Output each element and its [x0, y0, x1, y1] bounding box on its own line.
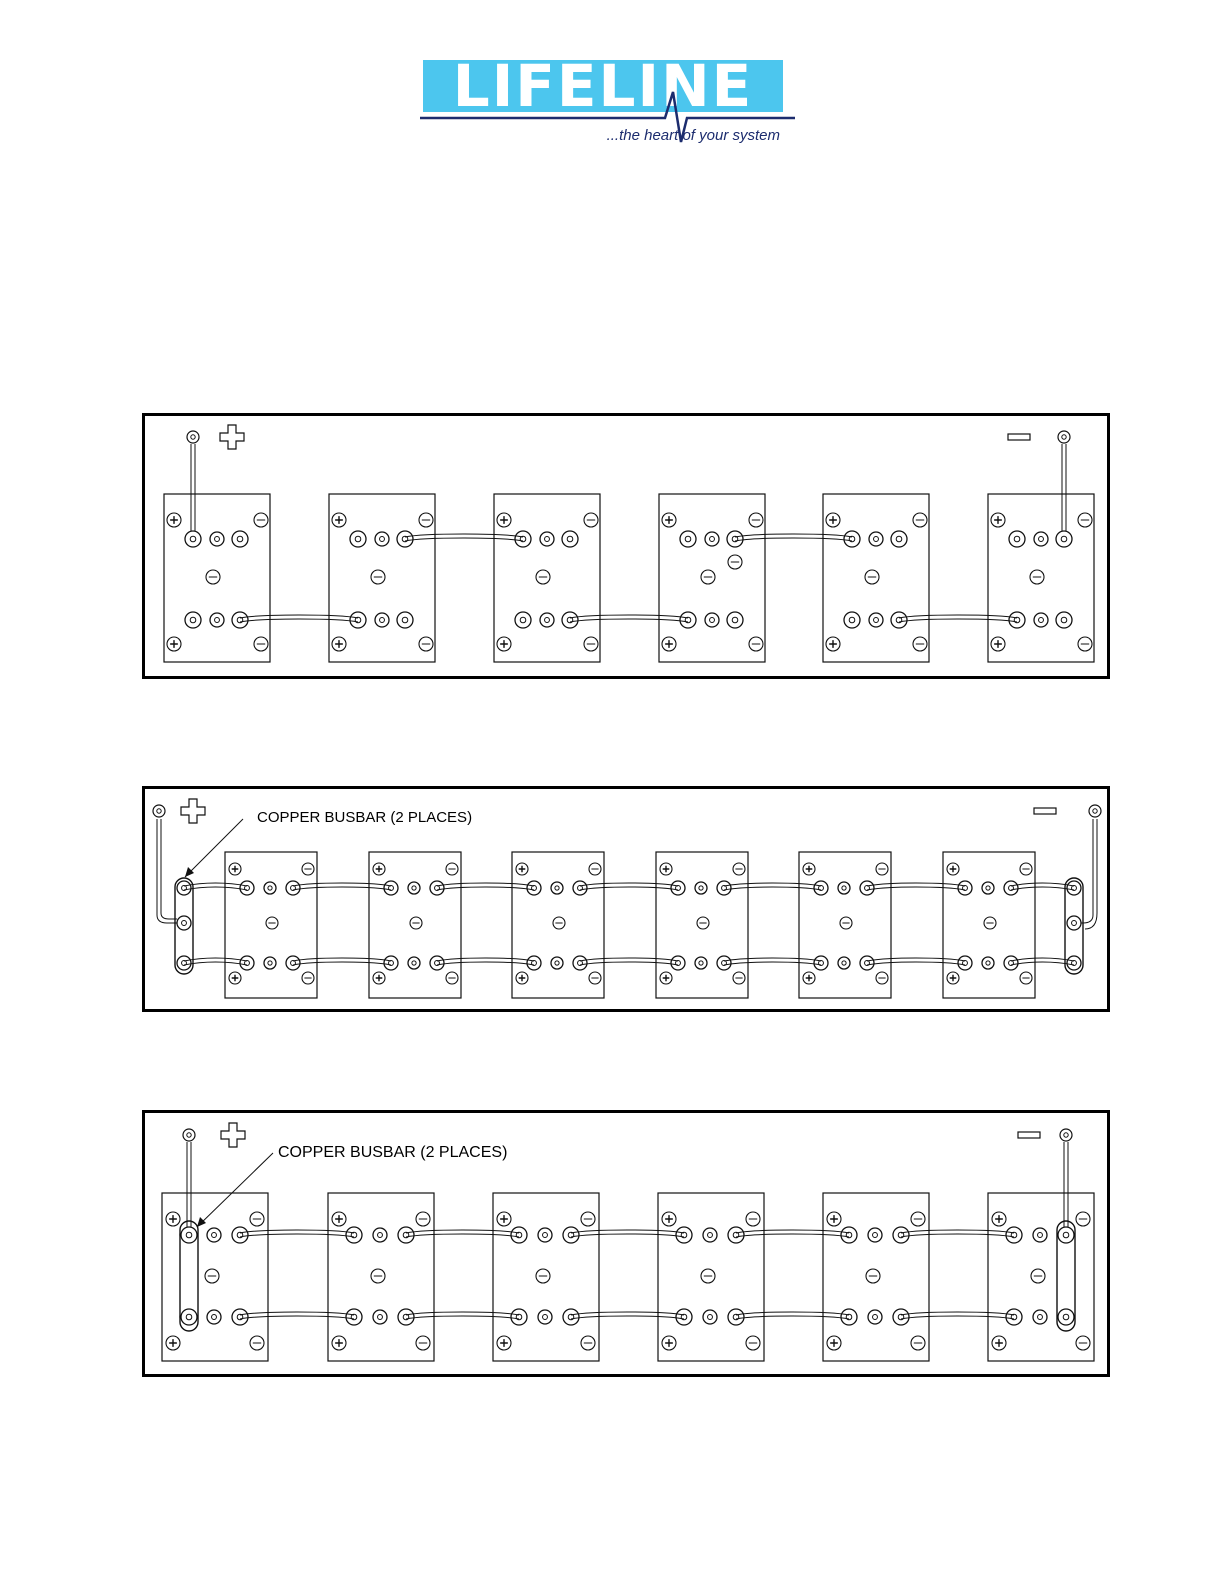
terminal-bolt: [545, 537, 550, 542]
terminal-bolt: [543, 1233, 548, 1238]
terminal-bolt: [182, 921, 187, 926]
terminal-bolt: [268, 886, 272, 890]
terminal-bolt: [412, 961, 416, 965]
terminal-bolt: [380, 537, 385, 542]
terminal-bolt: [873, 1233, 878, 1238]
diagram-parallel-6-sides: [142, 786, 1110, 1012]
terminal-bolt: [1072, 921, 1077, 926]
terminal-bolt: [842, 961, 846, 965]
terminal-bolt: [237, 536, 243, 542]
ring-lug-hole: [187, 1133, 191, 1137]
terminal-bolt: [1038, 1315, 1043, 1320]
terminal-bolt: [986, 886, 990, 890]
plus-icon: [220, 425, 244, 449]
terminal-bolt: [710, 618, 715, 623]
terminal-bolt: [873, 1315, 878, 1320]
minus-icon: [1018, 1132, 1040, 1138]
terminal-bolt: [215, 618, 220, 623]
terminal-bolt: [380, 618, 385, 623]
terminal-bolt: [708, 1233, 713, 1238]
terminal-bolt: [874, 618, 879, 623]
terminal-bolt: [412, 886, 416, 890]
terminal-bolt: [1063, 1314, 1069, 1320]
diagram-parallel-6-inside: [142, 1110, 1110, 1377]
terminal-bolt: [1014, 536, 1020, 542]
terminal-bolt: [402, 617, 408, 623]
busbar-callout: COPPER BUSBAR (2 PLACES): [278, 1144, 508, 1161]
terminal-bolt: [520, 617, 526, 623]
terminal-bolt: [896, 536, 902, 542]
terminal-bolt: [699, 961, 703, 965]
callout-arrow: [185, 867, 194, 877]
ring-lug-hole: [191, 435, 195, 439]
terminal-bolt: [212, 1233, 217, 1238]
terminal-bolt: [874, 537, 879, 542]
terminal-bolt: [1061, 536, 1067, 542]
lifeline-logo: [415, 52, 800, 147]
ring-lug-hole: [1093, 809, 1097, 813]
minus-icon: [1008, 434, 1030, 440]
terminal-bolt: [708, 1315, 713, 1320]
terminal-bolt: [268, 961, 272, 965]
terminal-bolt: [545, 618, 550, 623]
terminal-bolt: [1039, 618, 1044, 623]
terminal-bolt: [543, 1315, 548, 1320]
ring-lug-hole: [1064, 1133, 1068, 1137]
terminal-bolt: [986, 961, 990, 965]
terminal-bolt: [1039, 537, 1044, 542]
terminal-bolt: [212, 1315, 217, 1320]
terminal-bolt: [732, 617, 738, 623]
terminal-bolt: [849, 617, 855, 623]
terminal-bolt: [555, 961, 559, 965]
ring-lug-hole: [157, 809, 161, 813]
plus-icon: [181, 799, 205, 823]
terminal-bolt: [1061, 617, 1067, 623]
terminal-bolt: [699, 886, 703, 890]
diagram-1-drawing: [145, 416, 1107, 676]
terminal-bolt: [1038, 1233, 1043, 1238]
terminal-bolt: [555, 886, 559, 890]
terminal-bolt: [567, 536, 573, 542]
terminal-bolt: [186, 1314, 192, 1320]
terminal-bolt: [1063, 1232, 1069, 1238]
terminal-bolt: [378, 1315, 383, 1320]
plus-icon: [221, 1123, 245, 1147]
terminal-bolt: [190, 617, 196, 623]
terminal-bolt: [186, 1232, 192, 1238]
lead-cable: [1085, 819, 1097, 929]
ring-lug-hole: [1062, 435, 1066, 439]
terminal-bolt: [842, 886, 846, 890]
logo-tagline: ...the heart of your system: [606, 127, 780, 144]
diagram-series-6: [142, 413, 1110, 679]
lead-cable: [157, 819, 177, 923]
terminal-bolt: [355, 536, 361, 542]
terminal-bolt: [710, 537, 715, 542]
minus-icon: [1034, 808, 1056, 814]
terminal-bolt: [190, 536, 196, 542]
logo-wordmark: LIFELINE: [452, 52, 754, 120]
terminal-bolt: [685, 536, 691, 542]
terminal-bolt: [378, 1233, 383, 1238]
terminal-bolt: [215, 537, 220, 542]
busbar-callout: COPPER BUSBAR (2 PLACES): [257, 809, 473, 826]
